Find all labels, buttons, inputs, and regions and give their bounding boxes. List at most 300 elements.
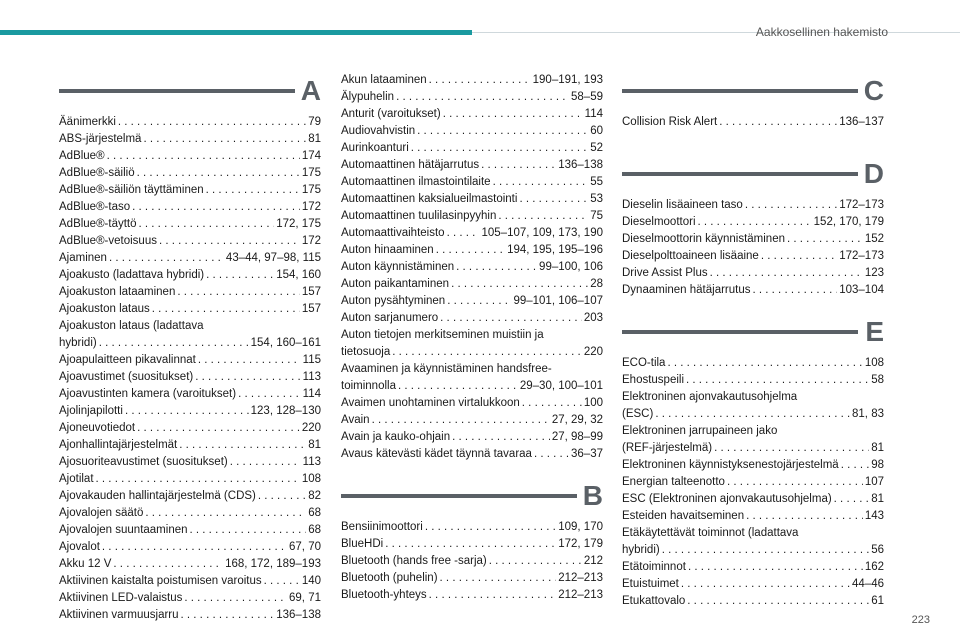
index-entry-row — [59, 352, 321, 369]
section-letter: A — [300, 75, 321, 106]
index-entry-pages[interactable]: 114 — [302, 388, 321, 400]
index-entry-row — [341, 174, 603, 191]
index-entry-row — [341, 89, 603, 106]
index-entry-term: Automaattinen hätäjarrutus — [341, 159, 480, 171]
index-entry-row — [59, 335, 321, 352]
index-entry[interactable] — [59, 352, 321, 369]
index-entry-row — [622, 265, 884, 282]
dot-leader — [451, 276, 588, 293]
index-entry-term: AdBlue®-täyttö — [59, 218, 137, 230]
index-entry[interactable] — [622, 491, 884, 508]
index-entry-row — [341, 157, 603, 174]
dot-leader — [714, 440, 869, 457]
index-entry[interactable] — [59, 522, 321, 539]
index-entry-pages[interactable]: 61 — [871, 595, 884, 607]
index-entry[interactable] — [59, 437, 321, 454]
index-entry-row — [59, 420, 321, 437]
index-entry-row — [59, 199, 321, 216]
index-entry[interactable] — [341, 327, 603, 361]
dot-leader — [440, 310, 582, 327]
index-entry-pages[interactable]: 100 — [583, 397, 603, 409]
index-entry-term: Dynaaminen hätäjarrutus — [622, 284, 751, 296]
section-letter-header — [622, 155, 884, 193]
index-entry-pages[interactable]: 136–137 — [839, 116, 884, 128]
index-entry-pages[interactable]: 60 — [590, 125, 603, 137]
index-entry-pages[interactable]: 98 — [871, 459, 884, 471]
index-entry-pages[interactable]: 157 — [301, 286, 321, 298]
index-entry-row — [341, 310, 603, 327]
index-entry-term: Etukattovalo — [622, 595, 686, 607]
index-entry-row — [622, 491, 884, 508]
index-entry-term: Aktiivinen varmuusjarru — [59, 609, 179, 621]
dot-leader — [132, 199, 300, 216]
index-entry[interactable] — [341, 225, 603, 242]
index-entry-term: Dieselin lisäaineen taso — [622, 199, 743, 211]
index-entry[interactable] — [341, 293, 603, 310]
index-entry[interactable] — [622, 593, 884, 610]
index-entry-pages[interactable]: 172, 175 — [276, 218, 321, 230]
index-entry[interactable] — [59, 318, 321, 352]
page-header-title: Aakkosellinen hakemisto — [755, 25, 888, 39]
index-entry-term: Ajovalot — [59, 541, 100, 553]
index-entry-pages[interactable]: 81 — [308, 133, 321, 145]
index-entry-term: AdBlue®-vetoisuus — [59, 235, 157, 247]
index-entry-term: Ajaminen — [59, 252, 107, 264]
index-entry-row — [622, 231, 884, 248]
index-entry-row — [59, 522, 321, 539]
index-entry-pages[interactable]: 136–138 — [276, 609, 321, 621]
index-entry[interactable] — [59, 386, 321, 403]
index-entry-pages[interactable]: 172 — [301, 235, 321, 247]
index-entry[interactable] — [622, 508, 884, 525]
index-entry-line1: Ajoakuston lataus (ladattava — [59, 320, 204, 332]
index-entry-pages[interactable]: 140 — [301, 575, 321, 587]
dot-leader — [787, 231, 863, 248]
index-entry-pages[interactable]: 36–37 — [571, 448, 603, 460]
index-entry-term: Äänimerkki — [59, 116, 116, 128]
index-entry-pages[interactable]: 172–173 — [839, 199, 884, 211]
index-entry-pages[interactable]: 152, 170, 179 — [813, 216, 884, 228]
index-entry-row — [59, 233, 321, 250]
index-entry-pages[interactable]: 44–46 — [852, 578, 884, 590]
index-entry-row — [622, 542, 884, 559]
dot-leader — [198, 352, 301, 369]
index-entry[interactable] — [622, 197, 884, 214]
index-entry-pages[interactable]: 81 — [871, 442, 884, 454]
index-entry-row — [59, 488, 321, 505]
index-entry-pages[interactable]: 212–213 — [558, 589, 603, 601]
index-entry[interactable] — [59, 590, 321, 607]
index-entry[interactable] — [622, 474, 884, 491]
index-entry-pages[interactable]: 172–173 — [839, 250, 884, 262]
index-entry[interactable] — [59, 539, 321, 556]
index-entry-term: Drive Assist Plus — [622, 267, 708, 279]
index-entry-pages[interactable]: 172, 179 — [558, 538, 603, 550]
index-entry[interactable] — [341, 140, 603, 157]
index-entry[interactable] — [59, 267, 321, 284]
index-entry-pages[interactable]: 190–191, 193 — [532, 74, 603, 86]
index-entry-row — [341, 553, 603, 570]
index-entry-pages[interactable]: 43–44, 97–98, 115 — [225, 252, 321, 264]
index-entry-row — [59, 369, 321, 386]
index-entry[interactable] — [341, 72, 603, 89]
index-entry-term: Avain — [341, 414, 370, 426]
dot-leader — [688, 559, 863, 576]
index-entry[interactable] — [59, 199, 321, 216]
index-entry[interactable] — [341, 259, 603, 276]
index-entry-pages[interactable]: 28 — [590, 278, 603, 290]
index-entry-pages[interactable]: 99–101, 106–107 — [513, 295, 603, 307]
index-entry-row — [59, 573, 321, 590]
index-entry-term: Bluetooth (puhelin) — [341, 572, 438, 584]
index-entry-row — [622, 593, 884, 610]
index-entry[interactable] — [59, 420, 321, 437]
index-entry-pages[interactable]: 172 — [301, 201, 321, 213]
index-entry-term: Ajolinjapilotti — [59, 405, 123, 417]
index-entry-row — [622, 355, 884, 372]
index-entry-row — [59, 165, 321, 182]
index-entry-row — [59, 301, 321, 318]
index-entry-row — [59, 539, 321, 556]
index-entry-row — [59, 590, 321, 607]
index-entry[interactable] — [59, 148, 321, 165]
index-entry-term: Ajoapulaitteen pikavalinnat — [59, 354, 196, 366]
index-entry[interactable] — [622, 457, 884, 474]
index-entry-pages[interactable]: 220 — [301, 422, 321, 434]
index-entry-term: Elektroninen käynnistyksenestojärjestelmä — [622, 459, 839, 471]
index-entry-term: BlueHDi — [341, 538, 384, 550]
dot-leader — [745, 197, 837, 214]
index-entry-term: Dieselmoottori — [622, 216, 696, 228]
index-entry-pages[interactable]: 220 — [583, 346, 603, 358]
index-entry[interactable] — [622, 282, 884, 299]
index-entry-pages[interactable]: 212–213 — [558, 572, 603, 584]
index-entry-row — [622, 508, 884, 525]
index-entry[interactable] — [341, 123, 603, 140]
dot-leader — [443, 106, 583, 123]
dot-leader — [396, 89, 569, 106]
index-entry-pages[interactable]: 108 — [864, 357, 884, 369]
index-entry-pages[interactable]: 67, 70 — [289, 541, 321, 553]
dot-leader — [392, 344, 582, 361]
dot-leader — [719, 114, 837, 131]
index-entry-pages[interactable]: 81, 83 — [852, 408, 884, 420]
dot-leader — [452, 429, 550, 446]
index-entry-pages[interactable]: 52 — [590, 142, 603, 154]
index-section — [59, 72, 321, 624]
index-entry-pages[interactable]: 58–59 — [571, 91, 603, 103]
dot-leader — [519, 191, 588, 208]
index-entry[interactable] — [341, 208, 603, 225]
index-entry[interactable] — [59, 250, 321, 267]
index-entry-pages[interactable]: 55 — [590, 176, 603, 188]
index-entry-row — [622, 248, 884, 265]
dot-leader — [230, 454, 301, 471]
index-entry-term: ECO-tila — [622, 357, 666, 369]
index-entry-term: AdBlue®-säiliön täyttäminen — [59, 184, 204, 196]
index-entry-line1: Etäkäytettävät toiminnot (ladattava — [622, 527, 799, 539]
index-entry-term: Ajovakauden hallintajärjestelmä (CDS) — [59, 490, 256, 502]
index-entry[interactable] — [59, 403, 321, 420]
index-entry-pages[interactable]: 157 — [301, 303, 321, 315]
index-entry-term: Älypuhelin — [341, 91, 395, 103]
index-entry-term: ESC (Elektroninen ajonvakautusohjelma) — [622, 493, 832, 505]
dot-leader — [179, 437, 306, 454]
index-entry[interactable] — [622, 231, 884, 248]
index-entry[interactable] — [341, 310, 603, 327]
section-rule — [341, 494, 577, 498]
index-entry[interactable] — [341, 412, 603, 429]
dot-leader — [746, 508, 863, 525]
index-entry[interactable] — [622, 576, 884, 593]
index-entry-pages[interactable]: 175 — [301, 167, 321, 179]
index-entry-term: Akun lataaminen — [341, 74, 427, 86]
index-entry-pages[interactable]: 58 — [871, 374, 884, 386]
dot-leader — [481, 157, 556, 174]
dot-leader — [687, 593, 869, 610]
index-entry-pages[interactable]: 99–100, 106 — [539, 261, 603, 273]
index-entry-pages[interactable]: 68 — [308, 524, 321, 536]
index-entry-row — [341, 208, 603, 225]
index-entry[interactable] — [341, 191, 603, 208]
section-rule — [622, 330, 858, 334]
dot-leader — [206, 182, 300, 199]
index-entry[interactable] — [341, 395, 603, 412]
index-entry-pages[interactable]: 68 — [308, 507, 321, 519]
index-entry[interactable] — [341, 242, 603, 259]
index-entry-term: Auton hinaaminen — [341, 244, 434, 256]
index-entry[interactable] — [622, 389, 884, 423]
index-entry[interactable] — [341, 174, 603, 191]
index-entry-term: (ESC) — [622, 408, 654, 420]
index-entry-row — [59, 216, 321, 233]
index-entry[interactable] — [622, 423, 884, 457]
index-entry-row — [59, 114, 321, 131]
index-entry-term: Avaus kätevästi kädet täynnä tavaraa — [341, 448, 532, 460]
section-letter: C — [863, 75, 884, 106]
index-entry-term: Akku 12 V — [59, 558, 112, 570]
index-entry-pages[interactable]: 162 — [864, 561, 884, 573]
index-entry-row — [341, 72, 603, 89]
index-entry-row — [59, 267, 321, 284]
index-entry-term: Ajoavustimet (suositukset) — [59, 371, 194, 383]
index-entry-pages[interactable]: 53 — [590, 193, 603, 205]
index-entry-row — [59, 131, 321, 148]
index-entry-pages[interactable]: 81 — [308, 439, 321, 451]
index-entry-row — [622, 576, 884, 593]
index-entry[interactable] — [341, 587, 603, 604]
section-letter: B — [582, 480, 603, 511]
index-entry[interactable] — [341, 157, 603, 174]
index-entry-pages[interactable]: 203 — [583, 312, 603, 324]
index-entry-pages[interactable]: 136–138 — [558, 159, 603, 171]
index-entry[interactable] — [59, 573, 321, 590]
index-entry-row — [622, 197, 884, 214]
index-section — [341, 72, 603, 463]
index-entry-pages[interactable]: 154, 160 — [276, 269, 321, 281]
index-entry[interactable] — [59, 301, 321, 318]
index-entry[interactable] — [59, 607, 321, 624]
index-entry-term: Collision Risk Alert — [622, 116, 718, 128]
dot-leader — [372, 412, 550, 429]
index-entry-row — [622, 440, 884, 457]
index-entry[interactable] — [59, 284, 321, 301]
index-entry-term: Ajonhallintajärjestelmät — [59, 439, 178, 451]
section-letter: D — [863, 158, 884, 189]
index-entry[interactable] — [341, 106, 603, 123]
index-entry[interactable] — [622, 559, 884, 576]
index-entry[interactable] — [59, 369, 321, 386]
index-entry-term: Aktiivinen LED-valaistus — [59, 592, 183, 604]
index-entry[interactable] — [59, 216, 321, 233]
index-entry-pages[interactable]: 154, 160–161 — [250, 337, 321, 349]
section-rule — [59, 89, 295, 93]
index-section — [622, 155, 884, 299]
index-section — [622, 313, 884, 610]
index-entry-row — [59, 437, 321, 454]
index-entry[interactable] — [622, 355, 884, 372]
index-entry-row — [341, 395, 603, 412]
index-entry-row — [341, 225, 603, 242]
index-entry-row — [59, 250, 321, 267]
index-entry-row — [341, 519, 603, 536]
index-entry[interactable] — [59, 182, 321, 199]
index-entry-term: Auton käynnistäminen — [341, 261, 455, 273]
index-entry-pages[interactable]: 174 — [301, 150, 321, 162]
index-entry-pages[interactable]: 75 — [590, 210, 603, 222]
dot-leader — [137, 420, 300, 437]
index-entry-line1: Elektroninen ajonvakautusohjelma — [622, 391, 798, 403]
index-entry[interactable] — [622, 114, 884, 131]
index-entry-term: Anturit (varoitukset) — [341, 108, 441, 120]
index-entry-term: Audiovahvistin — [341, 125, 416, 137]
index-entry-pages[interactable]: 27, 29, 32 — [551, 414, 603, 426]
index-entry-pages[interactable]: 27, 98–99 — [551, 431, 603, 443]
index-entry-pages[interactable]: 79 — [308, 116, 321, 128]
index-entry[interactable] — [341, 570, 603, 587]
index-entry-pages[interactable]: 56 — [871, 544, 884, 556]
index-entry-line1: Elektroninen jarrupaineen jako — [622, 425, 778, 437]
index-entry[interactable] — [59, 556, 321, 573]
dot-leader — [411, 140, 588, 157]
index-entry[interactable] — [59, 165, 321, 182]
index-entry-pages[interactable]: 115 — [302, 354, 321, 366]
dot-leader — [489, 553, 582, 570]
index-entry-row — [59, 403, 321, 420]
index-entry-list — [341, 72, 603, 463]
index-entry[interactable] — [59, 131, 321, 148]
index-entry-pages[interactable]: 123, 128–130 — [250, 405, 321, 417]
index-entry-term: Etuistuimet — [622, 578, 679, 590]
index-entry-term: Ajoakuston lataus — [59, 303, 150, 315]
index-entry-row — [341, 242, 603, 259]
page-number: 223 — [911, 614, 930, 626]
index-entry-pages[interactable]: 81 — [871, 493, 884, 505]
dot-leader — [440, 570, 557, 587]
index-entry[interactable] — [341, 553, 603, 570]
index-entry-pages[interactable]: 105–107, 109, 173, 190 — [481, 227, 603, 239]
index-entry-pages[interactable]: 113 — [302, 456, 321, 468]
index-entry-pages[interactable]: 175 — [301, 184, 321, 196]
index-entry-pages[interactable]: 114 — [584, 108, 603, 120]
index-entry-pages[interactable]: 29–30, 100–101 — [519, 380, 603, 392]
index-entry-term: Ajotilat — [59, 473, 94, 485]
index-entry[interactable] — [622, 372, 884, 389]
index-entry-row — [59, 284, 321, 301]
index-entry-pages[interactable]: 212 — [583, 555, 603, 567]
index-entry-pages[interactable]: 152 — [864, 233, 884, 245]
index-entry[interactable] — [59, 471, 321, 488]
index-entry[interactable] — [622, 265, 884, 282]
index-entry-pages[interactable]: 143 — [864, 510, 884, 522]
index-entry[interactable] — [341, 429, 603, 446]
index-entry[interactable] — [341, 446, 603, 463]
index-entry-row — [341, 259, 603, 276]
dot-leader — [109, 250, 224, 267]
index-entry-pages[interactable]: 109, 170 — [558, 521, 603, 533]
index-entry-pages[interactable]: 82 — [308, 490, 321, 502]
index-entry-list — [59, 114, 321, 624]
index-entry-row — [622, 372, 884, 389]
dot-leader — [195, 369, 300, 386]
dot-leader — [662, 542, 869, 559]
index-entry-pages[interactable]: 113 — [302, 371, 321, 383]
dot-leader — [655, 406, 850, 423]
index-entry[interactable] — [59, 505, 321, 522]
index-entry-term: Ajoakuston lataaminen — [59, 286, 176, 298]
index-entry[interactable] — [622, 214, 884, 231]
index-entry[interactable] — [341, 89, 603, 106]
index-entry-term: Bensiinimoottori — [341, 521, 423, 533]
index-entry[interactable] — [59, 488, 321, 505]
index-entry[interactable] — [341, 536, 603, 553]
index-entry-term: Ajoavustinten kamera (varoitukset) — [59, 388, 237, 400]
index-entry[interactable] — [622, 248, 884, 265]
dot-leader — [264, 573, 300, 590]
index-entry-pages[interactable]: 69, 71 — [289, 592, 321, 604]
index-entry-pages[interactable]: 168, 172, 189–193 — [225, 558, 321, 570]
index-entry-row — [341, 570, 603, 587]
index-entry-row — [59, 148, 321, 165]
index-entry-term: tietosuoja — [341, 346, 391, 358]
dot-leader — [137, 165, 300, 182]
index-entry-row — [341, 276, 603, 293]
dot-leader — [681, 576, 850, 593]
index-entry-pages[interactable]: 194, 195, 195–196 — [507, 244, 603, 256]
index-entry[interactable] — [341, 276, 603, 293]
index-entry-term: Automaattinen ilmastointilaite — [341, 176, 491, 188]
index-entry[interactable] — [59, 454, 321, 471]
index-entry-term: Esteiden havaitseminen — [622, 510, 745, 522]
index-entry[interactable] — [59, 233, 321, 250]
index-entry-pages[interactable]: 108 — [301, 473, 321, 485]
index-entry-term: AdBlue®-säiliö — [59, 167, 135, 179]
index-entry-row — [341, 123, 603, 140]
index-entry-pages[interactable]: 103–104 — [839, 284, 884, 296]
index-entry-row — [622, 559, 884, 576]
index-entry[interactable] — [341, 361, 603, 395]
dot-leader — [145, 505, 306, 522]
dot-leader — [429, 587, 557, 604]
index-entry-term: Auton paikantaminen — [341, 278, 450, 290]
index-entry-pages[interactable]: 123 — [864, 267, 884, 279]
index-entry[interactable] — [341, 519, 603, 536]
index-entry[interactable] — [59, 114, 321, 131]
section-letter-header — [341, 477, 603, 515]
header-accent-bar — [0, 30, 472, 35]
index-entry-pages[interactable]: 107 — [864, 476, 884, 488]
index-entry[interactable] — [622, 525, 884, 559]
